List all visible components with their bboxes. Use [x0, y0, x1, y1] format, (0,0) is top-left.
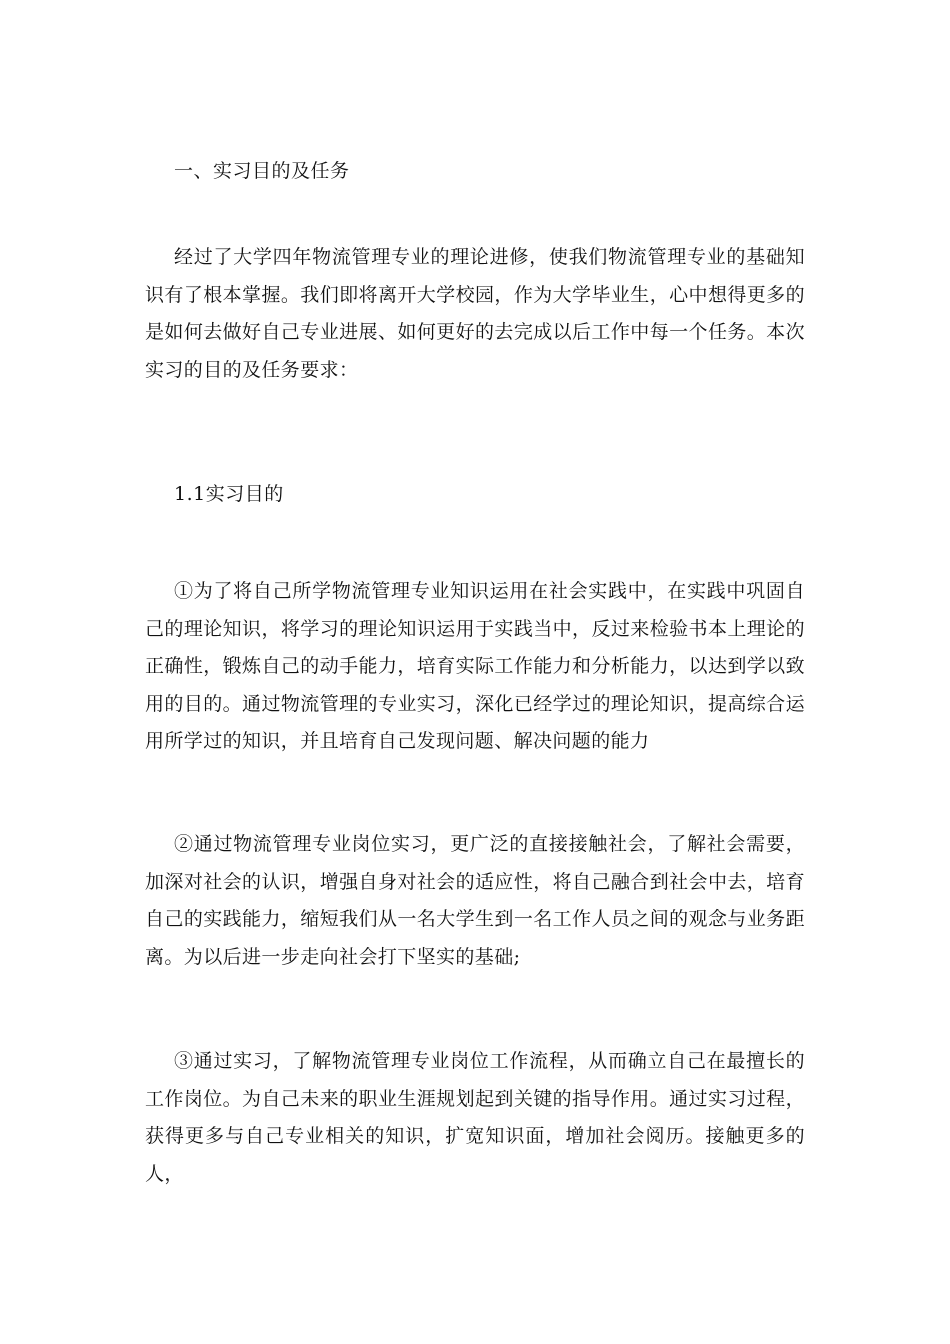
objective-paragraph-1: ①为了将自己所学物流管理专业知识运用在社会实践中，在实践中巩固自己的理论知识，将学习的理论知识运用于实践当中，反过来检验书本上理论的正确性，锻炼自己的动手能力，培育实际工作能力和分析能力，以达到学以致用的目的。通过物流管理的专业实习，深化已经学过的理论知识，提高综合运用所学过的知识，并且培育自己发现问题、解决问题的能力: [145, 580, 805, 752]
subsection-heading: 1.1实习目的: [174, 483, 284, 505]
objective-paragraph-2: ②通过物流管理专业岗位实习，更广泛的直接接触社会，了解社会需要，加深对社会的认识，增强自身对社会的适应性，将自己融合到社会中去，培育自己的实践能力，缩短我们从一名大学生到一名工作人员之间的观念与业务距离。为以后进一步走向社会打下坚实的基础;: [145, 833, 805, 968]
section-heading: 一、实习目的及任务: [174, 160, 350, 182]
intro-paragraph: 经过了大学四年物流管理专业的理论进修，使我们物流管理专业的基础知识有了根本掌握。我们即将离开大学校园，作为大学毕业生，心中想得更多的是如何去做好自己专业进展、如何更好的去完成以后工作中每一个任务。本次实习的目的及任务要求：: [145, 246, 805, 381]
objective-paragraph-3: ③通过实习，了解物流管理专业岗位工作流程，从而确立自己在最擅长的工作岗位。为自己未来的职业生涯规划起到关键的指导作用。通过实习过程，获得更多与自己专业相关的知识，扩宽知识面，增加社会阅历。接触更多的人，: [145, 1050, 805, 1185]
